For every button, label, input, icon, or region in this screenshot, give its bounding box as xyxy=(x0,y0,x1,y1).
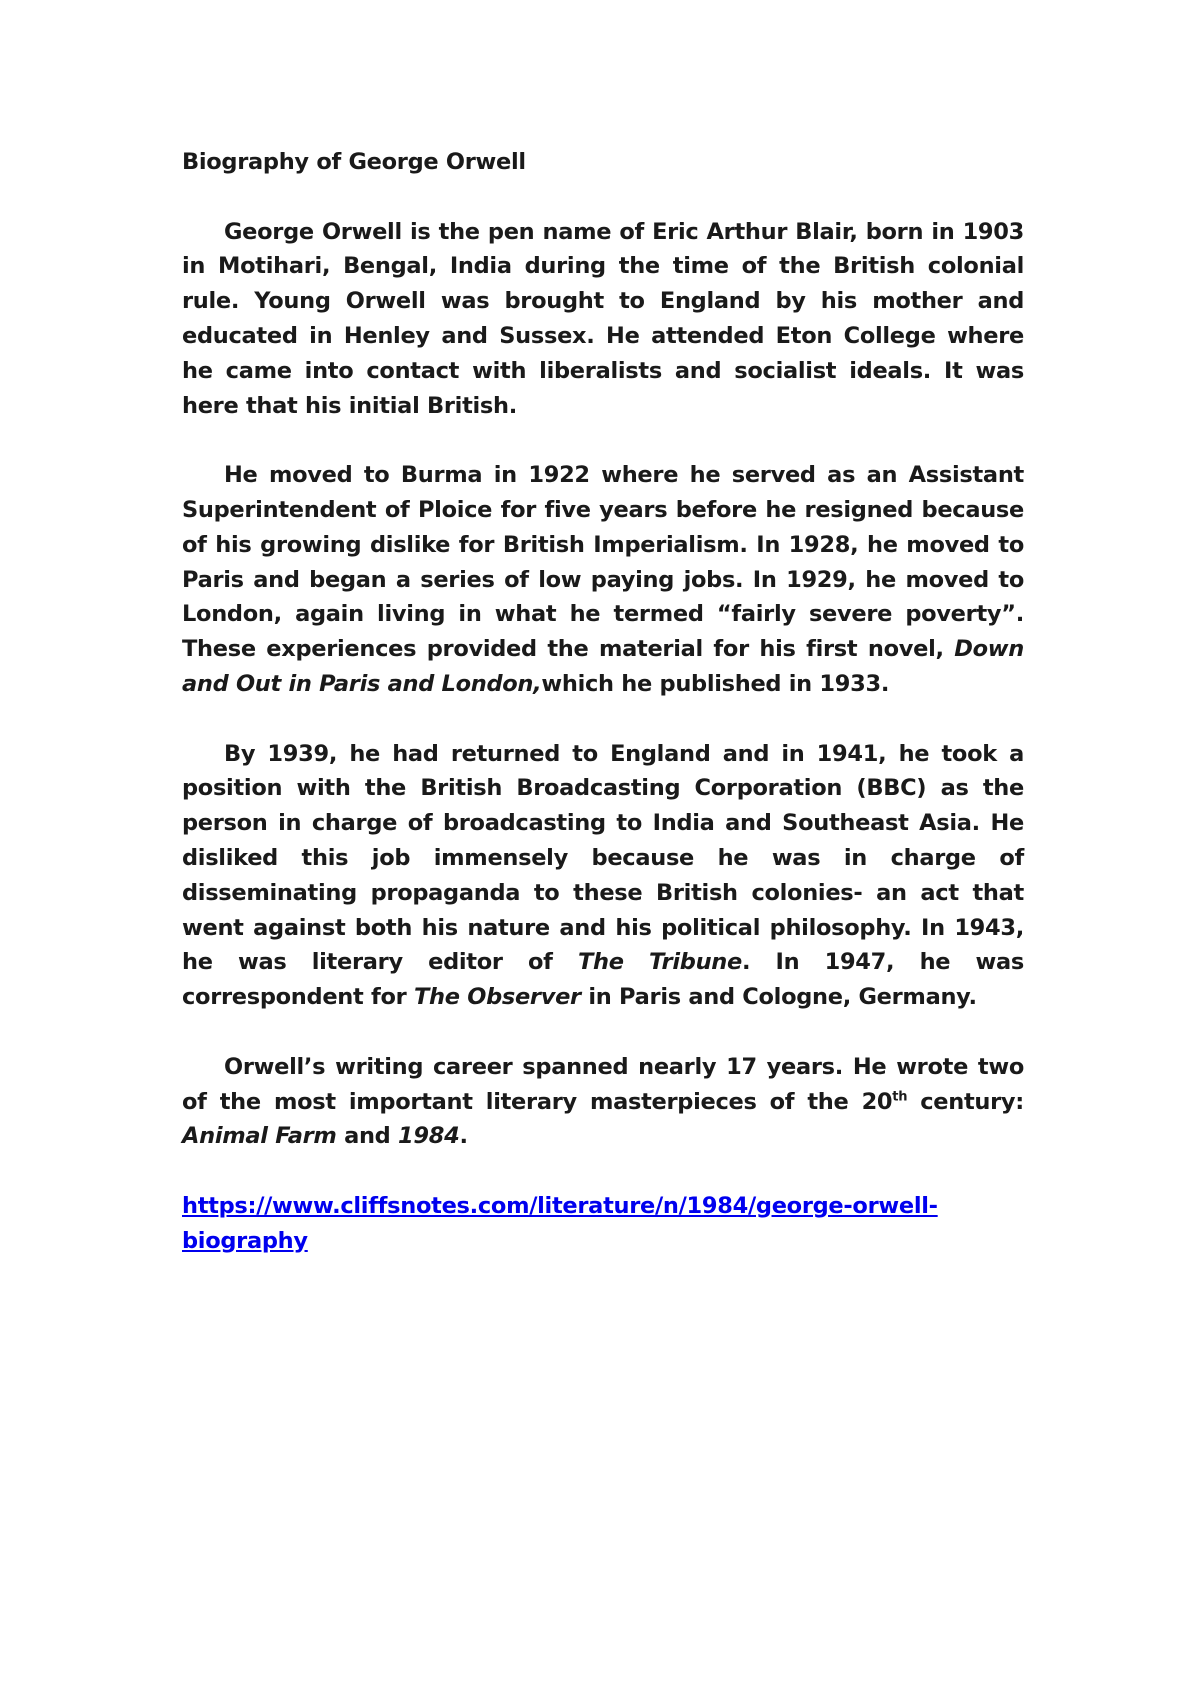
paragraph-bbc-career xyxy=(182,737,1024,1015)
paragraph-text: Orwell’s writing career spanned nearly 17 years. He wrote two of the most important literary masterpieces of the 20 xyxy=(182,1053,1024,1115)
source-link[interactable]: https://www.cliffsnotes.com/literature/n/1984/george-orwell-biography xyxy=(182,1192,938,1254)
paragraph-burma-paris xyxy=(182,458,1024,702)
paragraph-text: and xyxy=(336,1123,399,1150)
paragraph-writing-career xyxy=(182,1050,1024,1154)
paragraph-text: By 1939, he had returned to England and in 1941, he took a position with the British Broadcasting Corporation (BBC) as the person in charge of broadcasting to India and Southeast Asia. He disliked this job immensely because he was in charge of disseminating propaganda to these British colonies- an act that went against both his nature and his political philosophy. In 1943, he was literary editor of xyxy=(182,740,1024,976)
document-title: Biography of George Orwell xyxy=(182,149,526,175)
paragraph-text: . In 1947, he was correspondent for xyxy=(182,949,1025,1011)
paragraph-text: century: xyxy=(907,1088,1024,1115)
book-title-down-and-out: Down and Out in Paris and London, xyxy=(182,636,1024,697)
ordinal-superscript: th xyxy=(892,1089,908,1105)
publication-the-tribune: The Tribune xyxy=(577,949,742,976)
paragraph-text: He moved to Burma in 1922 where he served as an Assistant Superintendent of Ploice for five years before he resigned because of his growing dislike for British Imperialism. In 1928, he moved to Paris and began a series of low paying jobs. In 1929, he moved to London, again living in what he termed “fairly severe poverty”. These experiences provided the material for his first novel, xyxy=(182,462,1024,663)
paragraph-text: . xyxy=(459,1123,468,1150)
paragraph-early-life: George Orwell is the pen name of Eric Arthur Blair, born in 1903 in Motihari, Bengal, India during the time of the British colonial rule. Young Orwell was brought to England by his mother and educated in Henley and Sussex. He attended Eton College where he came into contact with liberalists and socialist ideals. It was here that his initial British. xyxy=(182,218,1024,419)
paragraph-text: in Paris and Cologne, Germany. xyxy=(580,984,977,1011)
book-title-animal-farm: Animal Farm xyxy=(182,1123,337,1150)
book-title-1984: 1984 xyxy=(398,1123,460,1150)
paragraph-text: which he published in 1933. xyxy=(541,670,890,697)
document-body xyxy=(182,145,1024,1259)
publication-the-observer: The Observer xyxy=(413,984,581,1011)
